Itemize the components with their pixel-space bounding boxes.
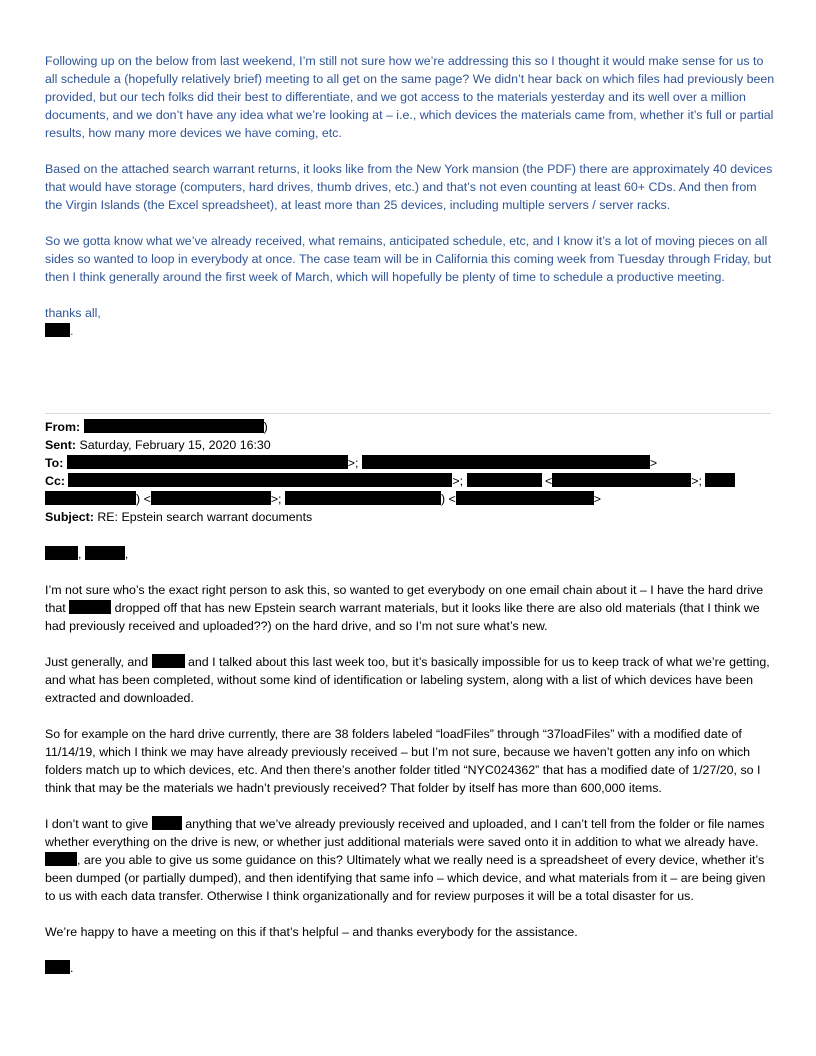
cc-line: Cc: >; < >; bbox=[45, 472, 775, 490]
redaction bbox=[152, 816, 182, 830]
from-label: From: bbox=[45, 420, 81, 434]
cc-line-2: ) < >; ) < > bbox=[45, 490, 775, 508]
sent-value: Saturday, February 15, 2020 16:30 bbox=[79, 438, 271, 452]
original-paragraph-3: So for example on the hard drive currently, there are 38 folders labeled “loadFiles” through “37loadFiles” with a modified date of 11/14/19, which I think we may have already previously received – but I’m not sure, because we haven’t gotten any info on which folders match up to which devices, etc. And then there’s another folder titled “NYC024362” that has a modified date of 1/27/20, so I think that may be the materials we hadn’t previously received? That folder by itself has more than 600,000 items. bbox=[45, 727, 761, 795]
original-body bbox=[45, 545, 775, 977]
reply-paragraph-3: So we gotta know what we’ve already received, what remains, anticipated schedule, etc, and I know it’s a lot of moving pieces on all sides so wanted to loop in everybody at once. The case team will be in California this coming week from Tuesday through Friday, but then I think generally around the first week of March, which will hopefully be plenty of time to schedule a productive meeting. bbox=[45, 234, 772, 284]
subject-value: RE: Epstein search warrant documents bbox=[97, 510, 313, 524]
redaction bbox=[151, 491, 271, 505]
original-paragraph-5: We’re happy to have a meeting on this if that’s helpful – and thanks everybody for the assistance. bbox=[45, 925, 578, 939]
redaction bbox=[456, 491, 594, 505]
original-paragraph-2: Just generally, and and I talked about this last week too, but it’s basically impossible for us to keep track of what we’re getting, and what has been completed, without some kind of identification or labeling system, along with a list of which devices have been extracted and downloaded. bbox=[45, 655, 770, 705]
redaction bbox=[67, 455, 348, 469]
redaction bbox=[45, 546, 78, 560]
sent-label: Sent: bbox=[45, 438, 76, 452]
reply-signoff: thanks all, bbox=[45, 306, 101, 320]
redaction bbox=[45, 323, 70, 337]
to-line: To: >; > bbox=[45, 456, 658, 470]
subject-label: Subject: bbox=[45, 510, 94, 524]
redaction bbox=[467, 473, 542, 487]
email-header bbox=[45, 418, 775, 526]
redaction bbox=[705, 473, 735, 487]
from-line: From: ) bbox=[45, 420, 268, 434]
redaction bbox=[85, 546, 125, 560]
redaction bbox=[45, 491, 136, 505]
reply-body bbox=[45, 52, 775, 340]
to-label: To: bbox=[45, 456, 64, 470]
redaction bbox=[45, 852, 77, 866]
redaction bbox=[84, 419, 264, 433]
redaction bbox=[285, 491, 441, 505]
redaction bbox=[552, 473, 691, 487]
reply-paragraph-1: Following up on the below from last weekend, I’m still not sure how we’re addressing this so I thought it would make sense for us to all schedule a (hopefully relatively brief) meeting to all get on the same page? We didn’t hear back on which files had previously been provided, but our tech folks did their best to differentiate, and we got access to the materials yesterday and its well over a million documents, and we don’t have any idea what we’re looking at – i.e., which devices the materials came from, whether it’s full or partial results, how many more devices we have coming, etc. bbox=[45, 54, 775, 140]
subject-line bbox=[45, 508, 775, 526]
redaction bbox=[362, 455, 650, 469]
original-paragraph-4: I don’t want to give anything that we’ve already previously received and uploaded, and I can’t tell from the folder or file names whether everything on the drive is new, or whether just additional materials were saved onto it in addition to what we already have. , are you able to give us some guidance on this? Ultimately what we really need is a spreadsheet of every device, whether it’s been dumped (or partially dumped), and then identifying that same info – which device, and what materials from it – are being given to us with each data transfer. Otherwise I think organizationally and for review purposes it will be a total disaster for us. bbox=[45, 817, 766, 903]
greeting: , , bbox=[45, 545, 775, 563]
original-paragraph-1: I’m not sure who’s the exact right person to ask this, so wanted to get everybody on one email chain about it – I have the hard drive that dropped off that has new Epstein search warrant materials, but it looks like there are also old materials (that I think we had previously received and uploaded??) on the hard drive, and so I’m not sure what’s new. bbox=[45, 583, 764, 633]
reply-signature: . bbox=[45, 322, 775, 340]
redaction bbox=[69, 600, 111, 614]
reply-paragraph-2: Based on the attached search warrant returns, it looks like from the New York mansion (the PDF) there are approximately 40 devices that would have storage (computers, hard drives, thumb drives, etc.) and that’s not even counting at least 60+ CDs. And then from the Virgin Islands (the Excel spreadsheet), at least more than 25 devices, including multiple servers / server racks. bbox=[45, 162, 773, 212]
divider bbox=[45, 413, 771, 414]
sent-line bbox=[45, 436, 775, 454]
redaction bbox=[152, 654, 185, 668]
cc-label: Cc: bbox=[45, 474, 65, 488]
original-signature: . bbox=[45, 959, 775, 977]
redaction bbox=[68, 473, 452, 487]
redaction bbox=[45, 960, 70, 974]
